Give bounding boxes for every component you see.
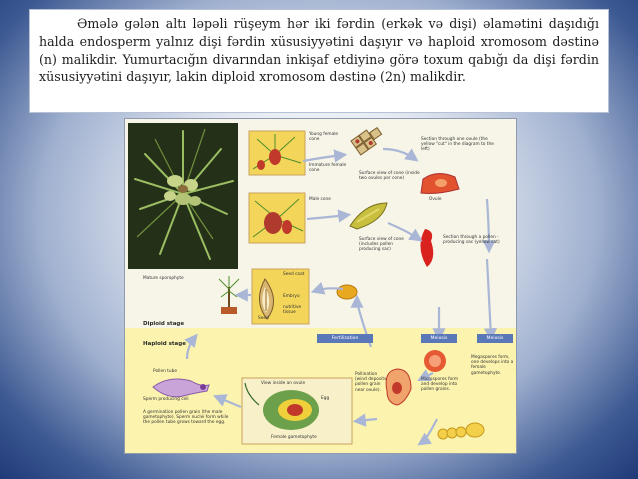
pine-life-cycle-diagram	[124, 118, 517, 454]
seed-coat-label: Seed coat	[283, 272, 305, 277]
view-inside-ovule-label: View inside an ovule	[261, 381, 306, 386]
pine-photo	[128, 123, 238, 269]
microspores-label: Microspores form and develop into pollen grains.	[421, 377, 459, 393]
caption-paragraph: Əmələ gələn altı ləpəli rüşeym hər iki fərdin (erkək və dişi) əlamətini daşıdığı halda endosperm yalnız dişi fərdin xüsusiyyətini daşıyır və haploid xromosom dəstinə (n) malikdir. Yumurtacığın divarından inkişaf etdiyinə görə toxum qabığı da dişi fərdin xüsusiyyətini daşıyır, lakin diploid xromosom dəstinə (2n) malikdir.	[29, 9, 609, 113]
section-ovule-label: Section through one ovule (the yellow "cut" in the diagram to the left)	[421, 137, 494, 153]
fertilization-tag: Fertilization	[317, 334, 373, 343]
sperm-producing-cell-label: Sperm producing cell	[143, 397, 189, 402]
meiosis-tag-2: Meiosis	[477, 334, 513, 343]
male-cone-label: Male cone	[309, 197, 331, 202]
immature-female-cone-label: Immature female cone	[309, 163, 347, 174]
megaspores-label: Megaspores form, one develops into a female gametophyte.	[471, 355, 514, 376]
surface-view-ovules-label: Surface view of cone (inside two ovules per cone)	[359, 171, 420, 182]
section-pollen-sac-label: Section through a pollen - producing sac (yellow cut)	[443, 235, 500, 246]
seed-label: Seed	[258, 316, 269, 321]
pollen-tube-label: Pollen tube	[153, 369, 177, 374]
embryo-label: Embryo	[283, 294, 300, 299]
ovule-label: Ovule	[429, 197, 442, 202]
haploid-stage-label: Haploid stage	[143, 341, 186, 347]
mature-sporophyte-label: Mature sporophyte	[143, 276, 184, 281]
pollination-label: Pollination (wind deposits pollen grain near ovule).	[355, 372, 387, 393]
germinating-pollen-label: A germination pollen grain (the male gametophyte). Sperm nuclei form while the pollen tube grows toward the egg.	[143, 410, 229, 426]
nutritive-tissue-label: nutritive tissue	[283, 305, 302, 316]
surface-view-pollen-label: Surface view of cone (includes pollen producing sac)	[359, 237, 404, 253]
meiosis-tag-1: Meiosis	[421, 334, 457, 343]
young-female-cone-label: Young female cone	[309, 132, 339, 143]
female-gametophyte-label: Female gametophyte	[271, 435, 317, 440]
egg-label: Egg	[321, 396, 330, 401]
diploid-stage-label: Diploid stage	[143, 321, 185, 327]
